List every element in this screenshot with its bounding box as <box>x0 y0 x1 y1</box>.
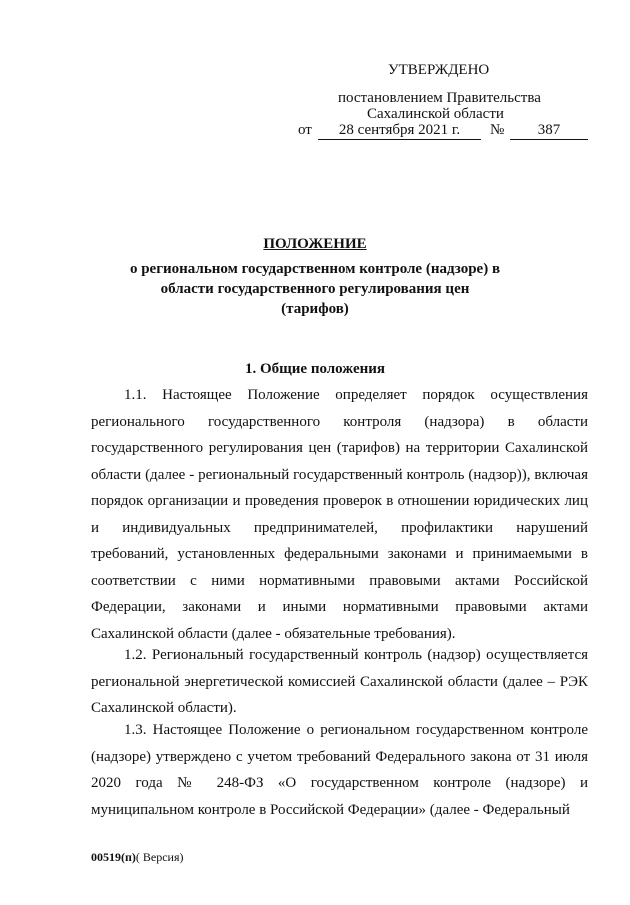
number-prefix: № <box>490 122 505 138</box>
document-subtitle <box>0 259 630 319</box>
decree-number: 387 <box>510 122 588 140</box>
approval-date-line <box>298 122 588 142</box>
approval-date: 28 сентября 2021 г. <box>318 122 481 140</box>
approval-decree-line1: постановлением Правительства <box>338 90 541 106</box>
paragraph-1-3 <box>91 717 588 823</box>
paragraph-1-1 <box>91 382 588 647</box>
document-title: ПОЛОЖЕНИЕ <box>263 236 367 252</box>
paragraph-text: 1.1. Настоящее Положение определяет порядок осуществления регионального государственного контроля (надзора) в области государственного регулирования цен (тарифов) на территории Сахалинской области (далее - региональный государственный контроль (надзор)), включая порядок организации и проведения проверок в отношении юридических лиц и индивидуальных предпринимателей, профилактики нарушений требований, установленных федеральными законами и принимаемыми в соответствии с ними нормативными правовыми актами Российской Федерации, законами и иными нормативными правовыми актами Сахалинской области (далее - обязательные требования). <box>91 387 588 642</box>
date-prefix: от <box>298 122 312 138</box>
footer-version: ( Версия) <box>135 850 184 864</box>
paragraph-text: 1.3. Настоящее Положение о региональном государственном контроле (надзоре) утверждено с учетом требований Федерального закона от 31 июля 2020 года № 248-ФЗ «О государственном контроле (надзоре) и муниципальном контроле в Российской Федерации» (далее - Федеральный <box>91 722 588 818</box>
footer-code <box>91 850 184 865</box>
subtitle-line3: (тарифов) <box>281 301 349 317</box>
section-heading: 1. Общие положения <box>244 361 386 377</box>
approval-decree-line2: Сахалинской области <box>367 106 504 122</box>
paragraph-1-2 <box>91 642 588 722</box>
approval-stamp-title: УТВЕРЖДЕНО <box>388 62 490 78</box>
subtitle-line1: о региональном государственном контроле (надзоре) в <box>129 261 501 277</box>
footer-doc-code: 00519(п) <box>91 850 136 864</box>
paragraph-text: 1.2. Региональный государственный контроль (надзор) осуществляется региональной энергетической комиссией Сахалинской области (далее – РЭК Сахалинской области). <box>91 647 588 716</box>
subtitle-line2: области государственного регулирования цен <box>160 281 470 297</box>
